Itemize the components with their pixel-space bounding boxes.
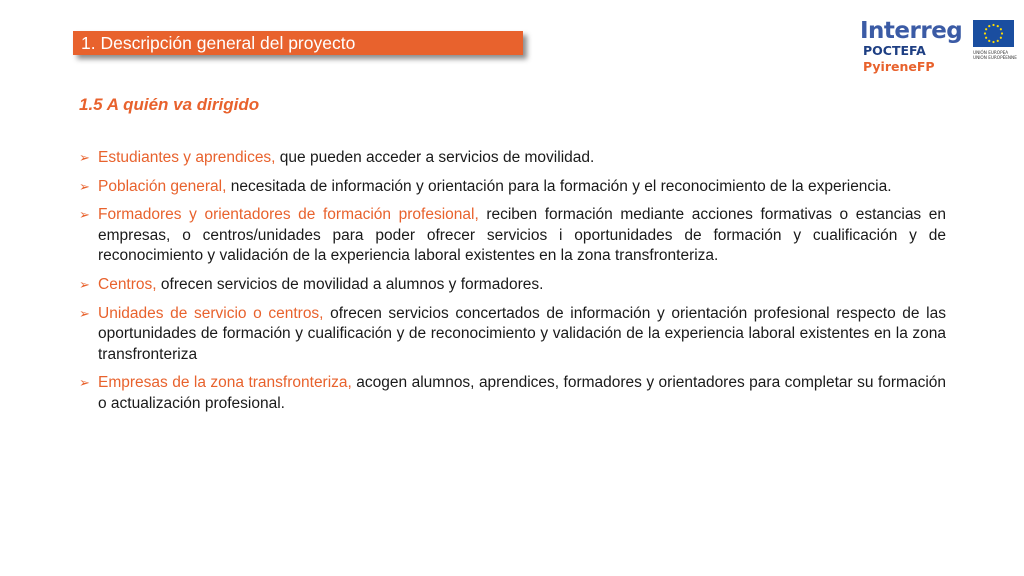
eu-star-icon: [988, 25, 990, 27]
bullet-text: reciben formación mediante acciones formativas o estancias en empresas, o centros/unidades para poder ofrecer servicios i oportunidades de formación y cualificación y de reconocimiento y validación de la experiencia laboral existentes en la zona transfronteriza.: [98, 206, 946, 265]
bullet-highlight: Estudiantes y aprendices,: [98, 149, 276, 166]
logo-project-text: PyireneFP: [863, 59, 935, 74]
arrow-bullet-icon: ➢: [79, 151, 90, 166]
arrow-bullet-icon: ➢: [79, 376, 90, 392]
logo-poctefa-text: POCTEFA: [863, 43, 926, 58]
eu-star-icon: [997, 25, 999, 27]
arrow-bullet-icon: ➢: [79, 306, 90, 322]
eu-label: [973, 50, 1018, 60]
list-item: [79, 148, 946, 169]
subheading: 1.5 A quién va dirigido: [79, 95, 260, 114]
eu-star-icon: [985, 28, 987, 30]
list-item: [79, 373, 946, 414]
eu-star-icon: [985, 37, 987, 39]
list-item: [79, 275, 946, 296]
bullet-highlight: Formadores y orientadores de formación profesional,: [98, 206, 479, 224]
eu-star-icon: [992, 24, 994, 26]
bullet-text: necesitada de información y orientación para la formación y el reconocimiento de la experiencia.: [226, 177, 892, 195]
list-item: [79, 304, 946, 366]
eu-flag-icon: [973, 20, 1014, 47]
bullet-list: [79, 148, 946, 423]
bullet-text: que pueden acceder a servicios de movilidad.: [275, 149, 595, 166]
eu-star-icon: [1001, 32, 1003, 34]
bullet-highlight: Empresas de la zona transfronteriza,: [98, 374, 352, 392]
list-item: [79, 177, 946, 198]
eu-star-icon: [992, 41, 994, 43]
interreg-poctefa-logo: [860, 18, 1016, 90]
eu-star-icon: [988, 40, 990, 42]
list-item: [79, 205, 946, 267]
section-title-banner: [73, 31, 523, 55]
eu-star-icon: [984, 32, 986, 34]
arrow-bullet-icon: ➢: [79, 179, 90, 195]
bullet-highlight: Población general,: [98, 177, 227, 195]
eu-label-line1: UNIÓN EUROPEA: [973, 50, 1009, 55]
eu-star-icon: [1000, 28, 1002, 30]
eu-label-line2: UNION EUROPÉENNE: [973, 55, 1017, 60]
bullet-text: ofrecen servicios concertados de información y orientación profesional respecto de las oportunidades de formación y cualificación y de reconocimiento y validación de la experiencia laboral existentes en la zona transfronteriza: [98, 304, 946, 363]
eu-star-icon: [1000, 37, 1002, 39]
arrow-bullet-icon: ➢: [79, 208, 90, 224]
bullet-text: ofrecen servicios de movilidad a alumnos y formadores.: [156, 275, 544, 293]
eu-star-icon: [997, 40, 999, 42]
logo-interreg-text: Interreg: [860, 18, 963, 44]
bullet-text: acogen alumnos, aprendices, formadores y orientadores para completar su formación o actualización profesional.: [98, 374, 946, 412]
arrow-bullet-icon: ➢: [79, 277, 90, 293]
bullet-highlight: Centros,: [98, 275, 157, 293]
bullet-highlight: Unidades de servicio o centros,: [98, 304, 324, 322]
section-title: 1. Descripción general del proyecto: [81, 33, 356, 53]
